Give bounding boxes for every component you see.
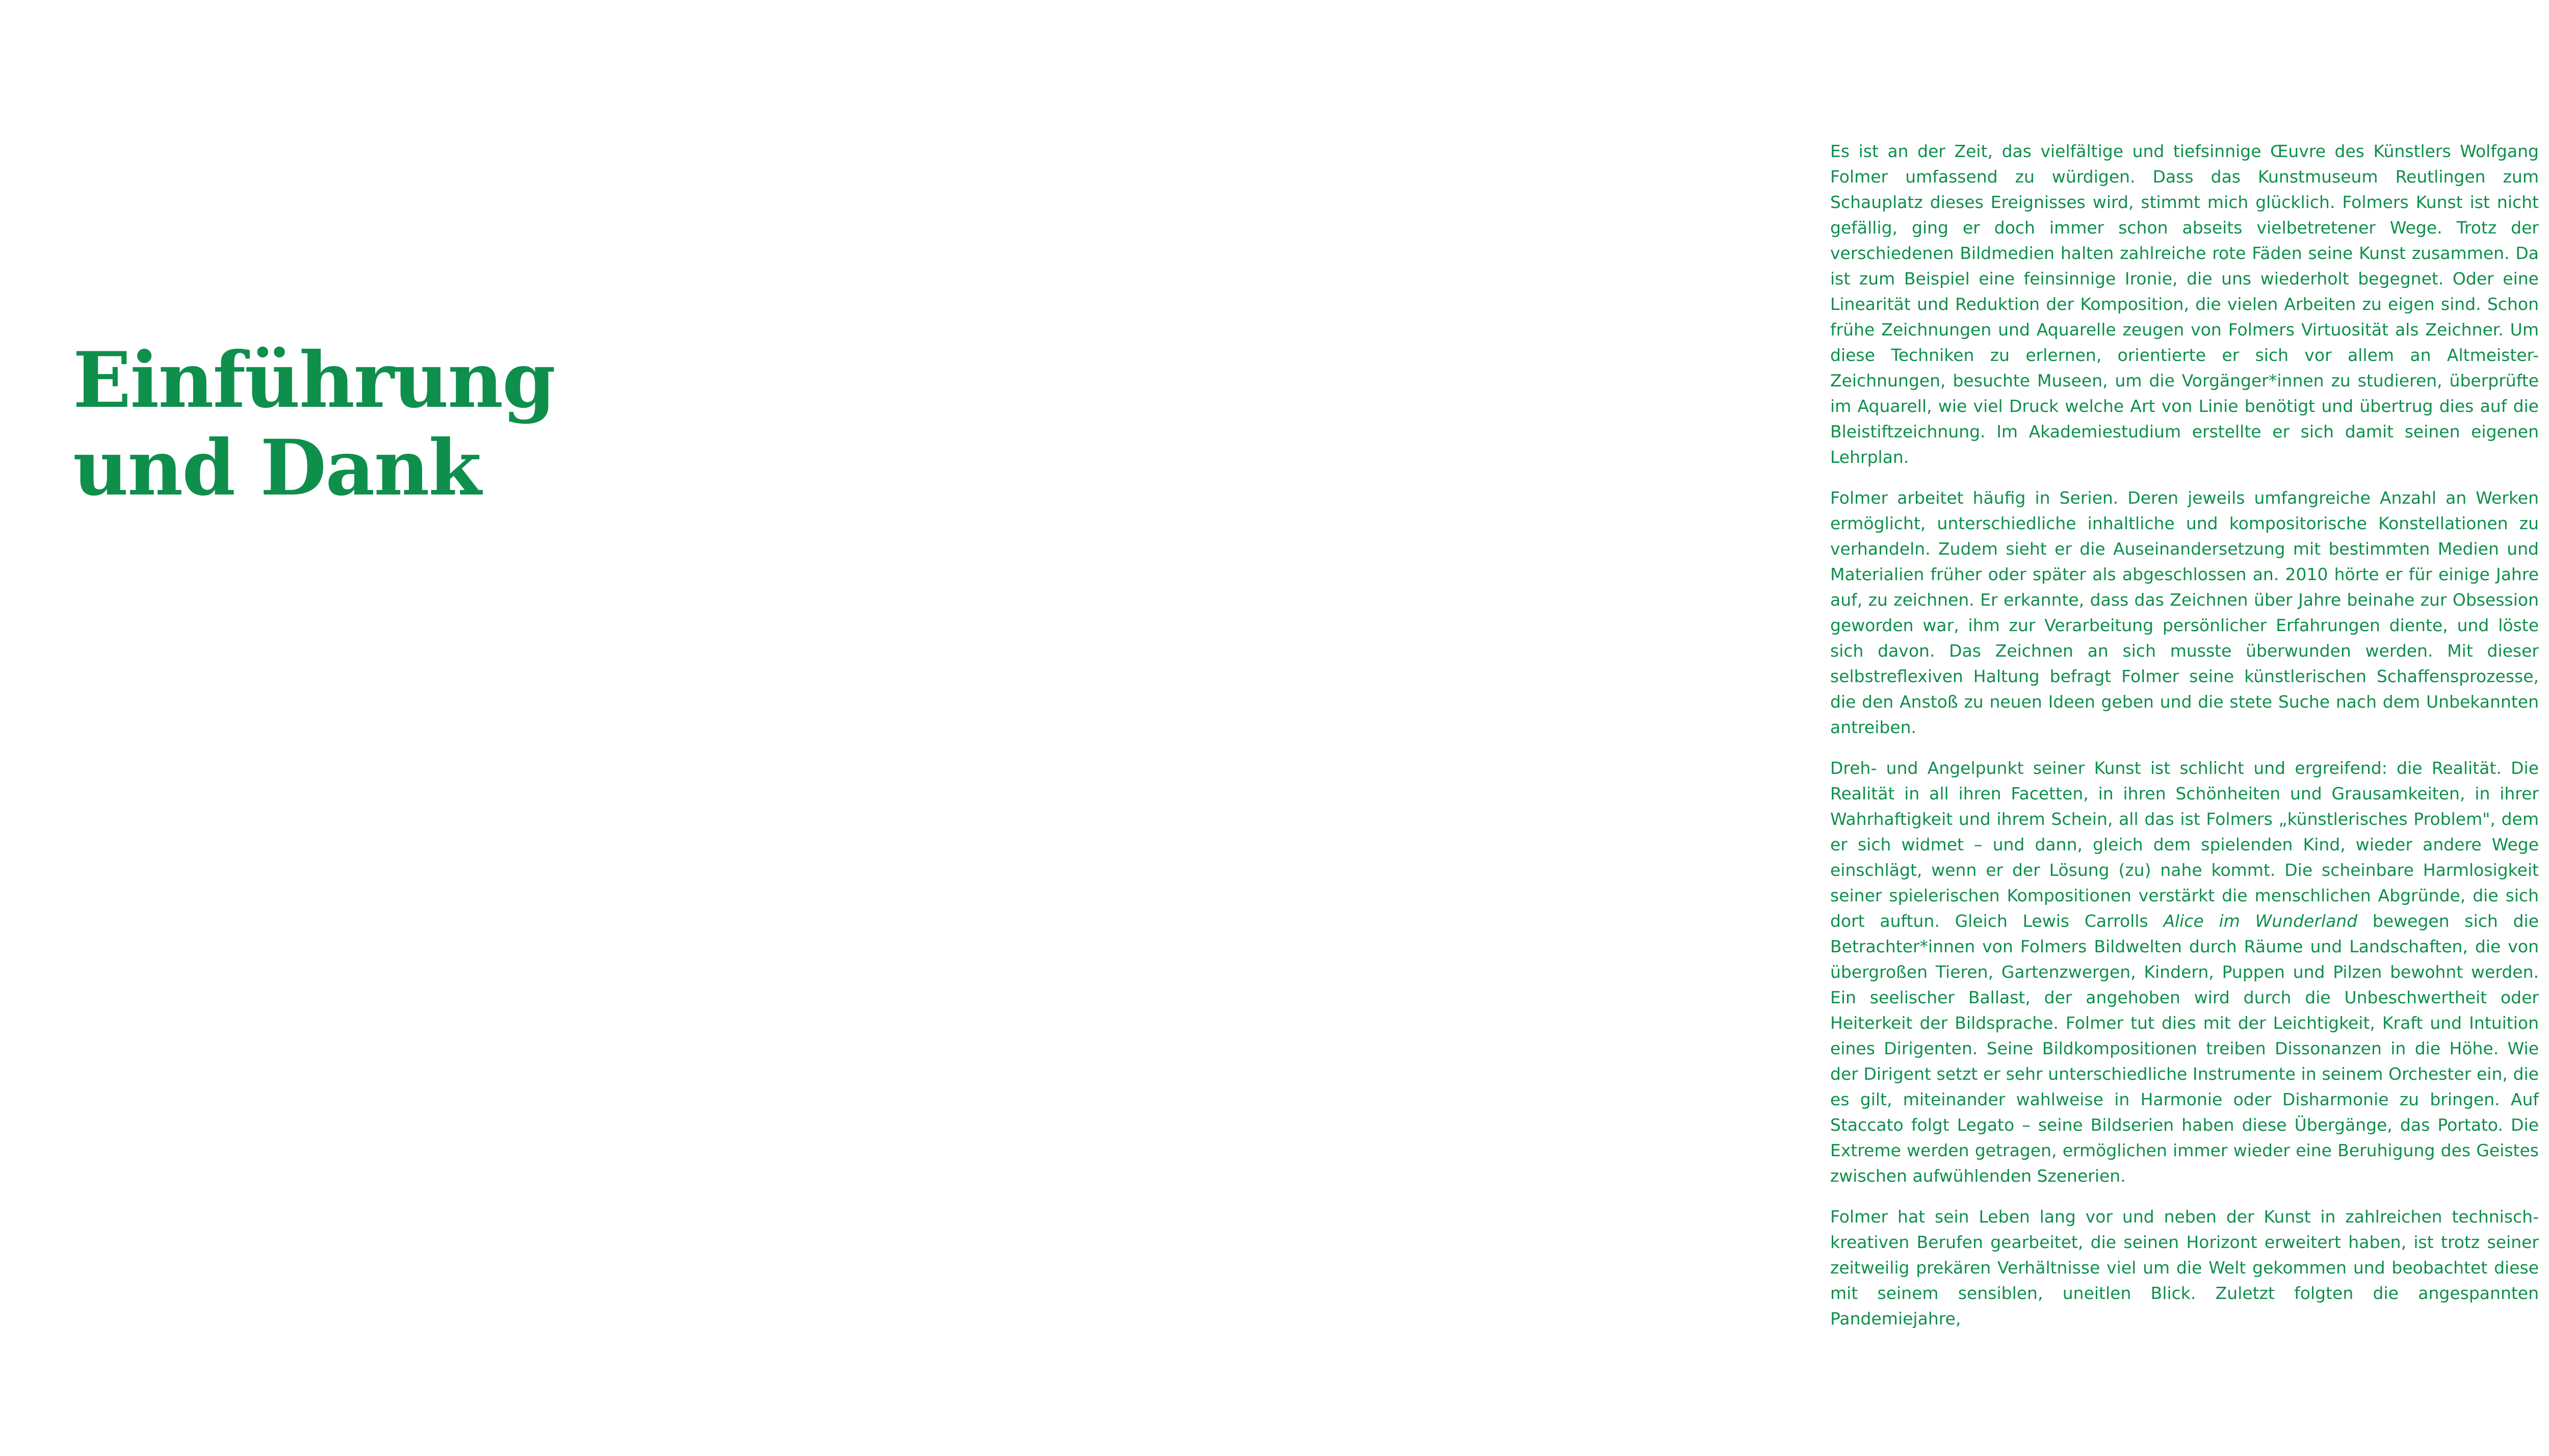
- paragraph-text: bewegen sich die Betrachter*innen von Folmers Bildwelten durch Räume und Landschaften, die von übergroßen Tieren, Gartenzwergen, Kindern, Puppen und Pilzen bewohnt werden. Ein seelischer Ballast, der angehoben wird durch die Unbeschwertheit oder Heiterkeit der Bildsprache. Folmer tut dies mit der Leichtigkeit, Kraft und Intuition eines Dirigenten. Seine Bildkompositionen treiben Dissonanzen in die Höhe. Wie der Dirigent setzt er sehr unterschiedliche Instrumente in seinem Orchester ein, die es gilt, miteinander wahlweise in Harmonie oder Disharmonie zu bringen. Auf Staccato folgt Legato – seine Bildserien haben diese Übergänge, das Portato. Die Extreme werden getragen, ermöglichen immer wieder eine Beruhigung des Geistes zwischen aufwühlenden Szenerien.: [1830, 911, 2539, 1186]
- heading-line-2: und Dank: [73, 423, 481, 513]
- paragraph: [1830, 756, 2539, 1189]
- paragraph: Es ist an der Zeit, das vielfältige und tiefsinnige Œuvre des Künstlers Wolfgang Folmer umfassend zu würdigen. Dass das Kunstmuseum Reutlingen zum Schauplatz dieses Ereignisses wird, stimmt mich glücklich. Folmers Kunst ist nicht gefällig, ging er doch immer schon abseits vielbetretener Wege. Trotz der verschiedenen Bildmedien halten zahlreiche rote Fäden seine Kunst zusammen. Da ist zum Beispiel eine feinsinnige Ironie, die uns wiederholt begegnet. Oder eine Linearität und Reduktion der Komposition, die vielen Arbeiten zu eigen sind. Schon frühe Zeichnungen und Aquarelle zeugen von Folmers Virtuosität als Zeichner. Um diese Techniken zu erlernen, orientierte er sich vor allem an Altmeister-Zeichnungen, besuchte Museen, um die Vorgänger*innen zu studieren, überprüfte im Aquarell, wie viel Druck welche Art von Linie benötigt und übertrug dies auf die Bleistiftzeichnung. Im Akademiestudium erstellte er sich damit seinen eigenen Lehrplan.: [1830, 141, 2539, 467]
- heading-line-1: Einführung: [73, 335, 555, 425]
- paragraph: Folmer hat sein Leben lang vor und neben der Kunst in zahlreichen technisch-kreativen Berufen gearbeitet, die seinen Horizont erweitert haben, ist trotz seiner zeitweilig prekären Verhältnisse viel um die Welt gekommen und beobachtet diese mit seinem sensiblen, uneitlen Blick. Zuletzt folgten die angespannten Pandemiejahre,: [1830, 1207, 2539, 1329]
- paragraph: Folmer arbeitet häufig in Serien. Deren jeweils umfangreiche Anzahl an Werken ermöglicht, unterschiedliche inhaltliche und kompositorische Konstellationen zu verhandeln. Zudem sieht er die Auseinandersetzung mit bestimmten Medien und Materialien früher oder später als abgeschlossen an. 2010 hörte er für einige Jahre auf, zu zeichnen. Er erkannte, dass das Zeichnen über Jahre beinahe zur Obsession geworden war, ihm zur Verarbeitung persönlicher Erfahrungen diente, und löste sich davon. Das Zeichnen an sich musste überwunden werden. Mit dieser selbstreflexiven Haltung befragt Folmer seine künstlerischen Schaffensprozesse, die den Anstoß zu neuen Ideen geben und die stete Suche nach dem Unbekannten antreiben.: [1830, 488, 2539, 737]
- book-title: Alice im Wunderland: [2163, 911, 2358, 931]
- paragraph-text: Dreh- und Angelpunkt seiner Kunst ist schlicht und ergreifend: die Realität. Die Realität in all ihren Facetten, in ihren Schönheiten und Grausamkeiten, in ihrer Wahrhaftigkeit und ihrem Schein, all das ist Folmers „künstlerisches Problem", dem er sich widmet – und dann, gleich dem spielenden Kind, wieder andere Wege einschlägt, wenn er der Lösung (zu) nahe kommt. Die scheinbare Harmlosigkeit seiner spielerischen Kompositionen verstärkt die menschlichen Abgründe, die sich dort auftun. Gleich Lewis Carrolls: [1830, 758, 2539, 931]
- page-heading: [73, 336, 555, 512]
- text-column-left: [1830, 139, 2539, 1332]
